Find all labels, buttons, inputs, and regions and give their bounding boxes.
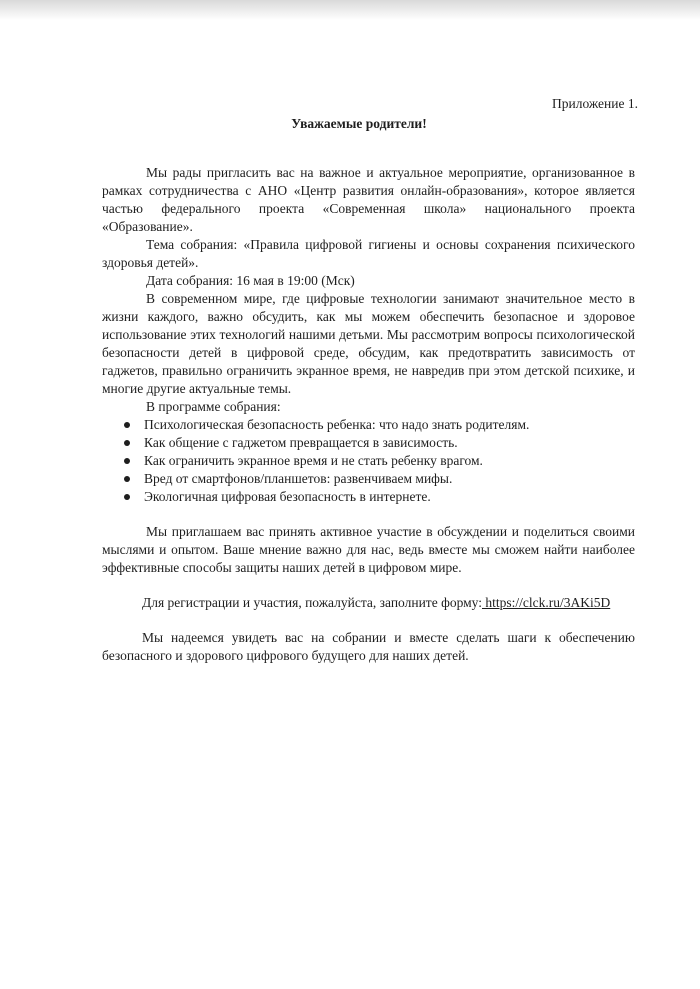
spacer (102, 506, 635, 523)
bullet-icon (124, 458, 130, 464)
topic-paragraph: Тема собрания: «Правила цифровой гигиены и основы сохранения психического здоровья детей». (102, 237, 635, 270)
document-title: Уважаемые родители! (291, 116, 427, 131)
date-line: Дата собрания: 16 мая в 19:00 (Мск) (146, 273, 355, 288)
bullet-icon (124, 494, 130, 500)
bullet-icon (124, 440, 130, 446)
list-item (102, 488, 635, 506)
program-list (102, 416, 635, 506)
registration-line (102, 594, 635, 612)
closing-paragraph: Мы надеемся увидеть вас на собрании и вместе сделать шаги к обеспечению безопасного и здорового цифрового будущего для наших детей. (102, 630, 635, 663)
appendix-label: Приложение 1. (552, 96, 638, 111)
list-item-text: Как ограничить экранное время и не стать ребенку врагом. (144, 453, 483, 468)
spacer (102, 577, 635, 594)
list-item (102, 434, 635, 452)
context-paragraph: В современном мире, где цифровые технологии занимают значительное место в жизни каждого, важно обсудить, как мы можем обеспечить безопасное и здоровое использование этих технологий нашими детьми. Мы рассмотрим вопросы психологической безопасности детей в цифровой среде, обсудим, как предотвратить зависимость от гаджетов, правильно ограничить экранное время, не навредив при этом детской психике, и многие другие актуальные темы. (102, 291, 635, 396)
list-item-text: Как общение с гаджетом превращается в зависимость. (144, 435, 458, 450)
list-item-text: Психологическая безопасность ребенка: что надо знать родителям. (144, 417, 530, 432)
bullet-icon (124, 476, 130, 482)
list-item-text: Экологичная цифровая безопасность в интернете. (144, 489, 431, 504)
list-item (102, 452, 635, 470)
program-heading: В программе собрания: (146, 399, 281, 414)
scan-edge-shadow (0, 0, 700, 20)
list-item (102, 416, 635, 434)
document-body (102, 164, 635, 665)
bullet-icon (124, 422, 130, 428)
list-item-text: Вред от смартфонов/планшетов: развенчиваем мифы. (144, 471, 453, 486)
registration-text: Для регистрации и участия, пожалуйста, заполните форму: (142, 595, 482, 610)
intro-paragraph: Мы рады пригласить вас на важное и актуальное мероприятие, организованное в рамках сотрудничества с АНО «Центр развития онлайн-образования», которое является частью федерального проекта «Современная школа» национального проекта «Образование». (102, 165, 635, 234)
spacer (102, 612, 635, 629)
registration-link[interactable]: https://clck.ru/3AKi5D (481, 595, 611, 610)
invitation-paragraph: Мы приглашаем вас принять активное участие в обсуждении и поделиться своими мыслями и опытом. Ваше мнение важно для нас, ведь вместе мы сможем найти наиболее эффективные способы защиты наших детей в цифровом мире. (102, 524, 635, 575)
list-item (102, 470, 635, 488)
